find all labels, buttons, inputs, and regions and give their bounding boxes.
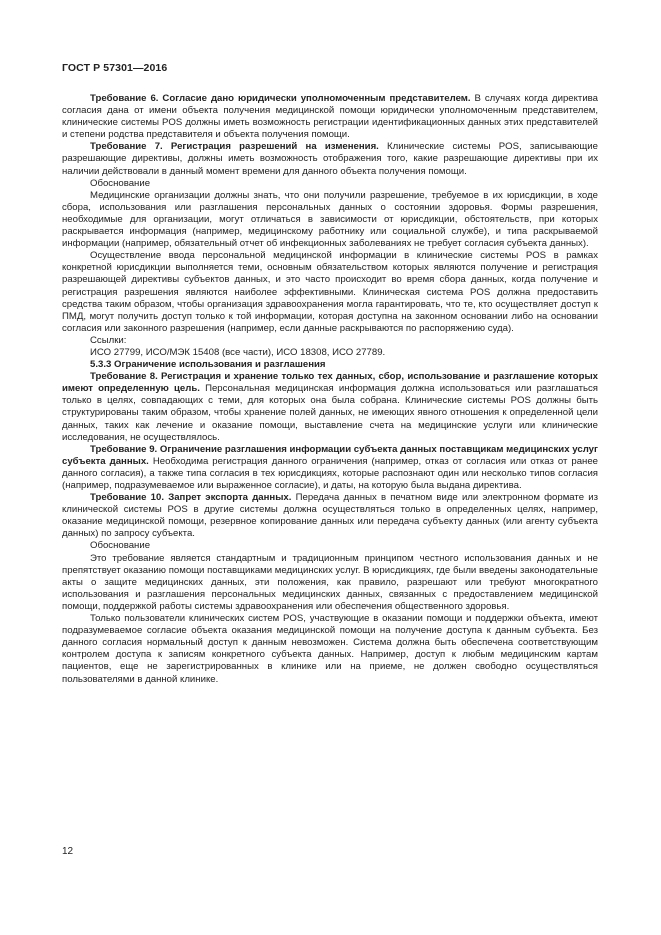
rationale-1-paragraph-1: Медицинские организации должны знать, что они получили разрешение, требуемое в их юрисдикции, в ходе сбора, использования или разглашения персональных данных о состоянии здоровья. Формы разрешения, необходимые для организации, могут отличаться в зависимости от юрисдикции, обстоятельств, при которых раскрывается информация (например, медицинскому работнику или социальной службе), и типа раскрываемой информации (например, обязательный отчет об инфекционных заболеваниях не требует согласия субъекта данных).	[62, 189, 598, 250]
requirement-6-title: Требование 6. Согласие дано юридически уполномоченным представителем.	[90, 93, 471, 104]
standard-header: ГОСТ Р 57301—2016	[62, 62, 168, 74]
requirement-7-text: Клинические системы POS, записывающие разрешающие директивы, должны иметь возможность отображения того, какие разрешающие директивы при их наличии действовали в данный момент времени для данного объекта получения помощи.	[62, 141, 598, 177]
requirement-9-text: Необходима регистрация данного ограничения (например, отказ от согласия или отказ от ранее данного согласия), а также типа согласия в тех юрисдикциях, которые распознают один или несколько типов согласия (например, подразумеваемое или выраженное согласие), и даты, на которую была выдана директива.	[62, 455, 599, 491]
requirement-9-title: Требование 9. Ограничение разглашения информации субъекта данных поставщикам медицинских услуг субъекта данных.	[62, 443, 598, 467]
requirement-6	[62, 93, 598, 141]
requirement-7-title: Требование 7. Регистрация разрешений на изменения.	[90, 141, 379, 153]
rationale-2-label: Обоснование	[90, 540, 151, 552]
requirement-7	[62, 141, 598, 177]
requirement-8-text: Персональная медицинская информация должна использоваться или разглашаться только в целях, совпадающих с теми, для которых она была собрана. Клинические системы POS должны быть структурированы таким образом, чтобы хранение полей данных, не имеющих явного отношения к определенной цели данных, таких как лечение и оказание помощи, выставление счета на медицинские услуги или клинические исследования, не осуществлялось.	[62, 383, 598, 443]
document-body	[62, 93, 598, 686]
requirement-8-title: Требование 8. Регистрация и хранение только тех данных, сбор, использование и разглашение которых имеют определенную цель.	[62, 371, 598, 395]
requirement-9	[62, 444, 598, 492]
rationale-1-paragraph-2: Осуществление ввода персональной медицинской информации в клинические системы POS в рамках конкретной юрисдикции выполняется теми, основным обязательством которых являются получение и регистрация разрешающей директивы субъектов данных, и это часто происходит во время сбора данных, когда получение и регистрация разрешения являются наиболее эффективными. Клиническая система POS должна предоставить средства таким образом, чтобы организация здравоохранения могла гарантировать, что те, кто осуществляет доступ к ПМД, могут получить доступ только к той информации, которая доступна на законном основании либо на основании согласия или законного разрешения (например, если данные раскрываются по распоряжению суда).	[62, 250, 598, 334]
requirement-8	[62, 371, 598, 444]
rationale-2-paragraph-2: Только пользователи клинических систем POS, участвующие в оказании помощи и поддержки объекта, имеют подразумеваемое согласие объекта оказания медицинской помощи на получение доступа к данным субъекта. Без данного согласия нормальный доступ к данным невозможен. Система должна быть обеспечена соответствующим контролем доступа к записям конкретного субъекта данных. Например, доступ к любым медицинским картам пациентов, еще не зарегистрированных в клинике или на приеме, не должен свободно осуществляться пользователями в данной клинике.	[62, 613, 598, 685]
requirement-10	[62, 492, 598, 540]
requirement-10-title: Требование 10. Запрет экспорта данных.	[90, 492, 292, 504]
references-label: Ссылки:	[90, 334, 127, 346]
rationale-1-label: Обоснование	[90, 177, 151, 189]
requirement-6-text: В случаях когда директива согласия дана от имени объекта получения медицинской помощи юридически уполномоченным представителем, клинические системы POS должны иметь возможность регистрации идентификационных данных этих представителей и степени родства представителя и объекта получения помощи.	[62, 93, 599, 141]
page-number: 12	[62, 846, 74, 857]
requirement-10-text: Передача данных в печатном виде или электронном формате из клинической системы POS в другие системы должна осуществляться только в определенных целях, например, оказание медицинской помощи, резервное копирование данных или передача субъекту данных (или агенту субъекта данных) по запросу субъекта.	[62, 492, 598, 540]
references-text: ИСО 27799, ИСО/МЭК 15408 (все части), ИСО 18308, ИСО 27789.	[90, 346, 386, 358]
section-5-3-3-heading: 5.3.3 Ограничение использования и разглашения	[90, 359, 326, 371]
rationale-2-paragraph-1: Это требование является стандартным и традиционным принципом честного использования данных и не препятствует оказанию помощи поставщиками медицинских услуг. В юрисдикциях, где были введены законодательные акты о защите медицинских данных, эти положения, как правило, разрешают или требуют многократного использования и разглашения персональных медицинских данных, связанных с предоставлением медицинской помощи, поддержкой работы системы здравоохранения или обеспечения общественного здоровья.	[62, 552, 598, 612]
